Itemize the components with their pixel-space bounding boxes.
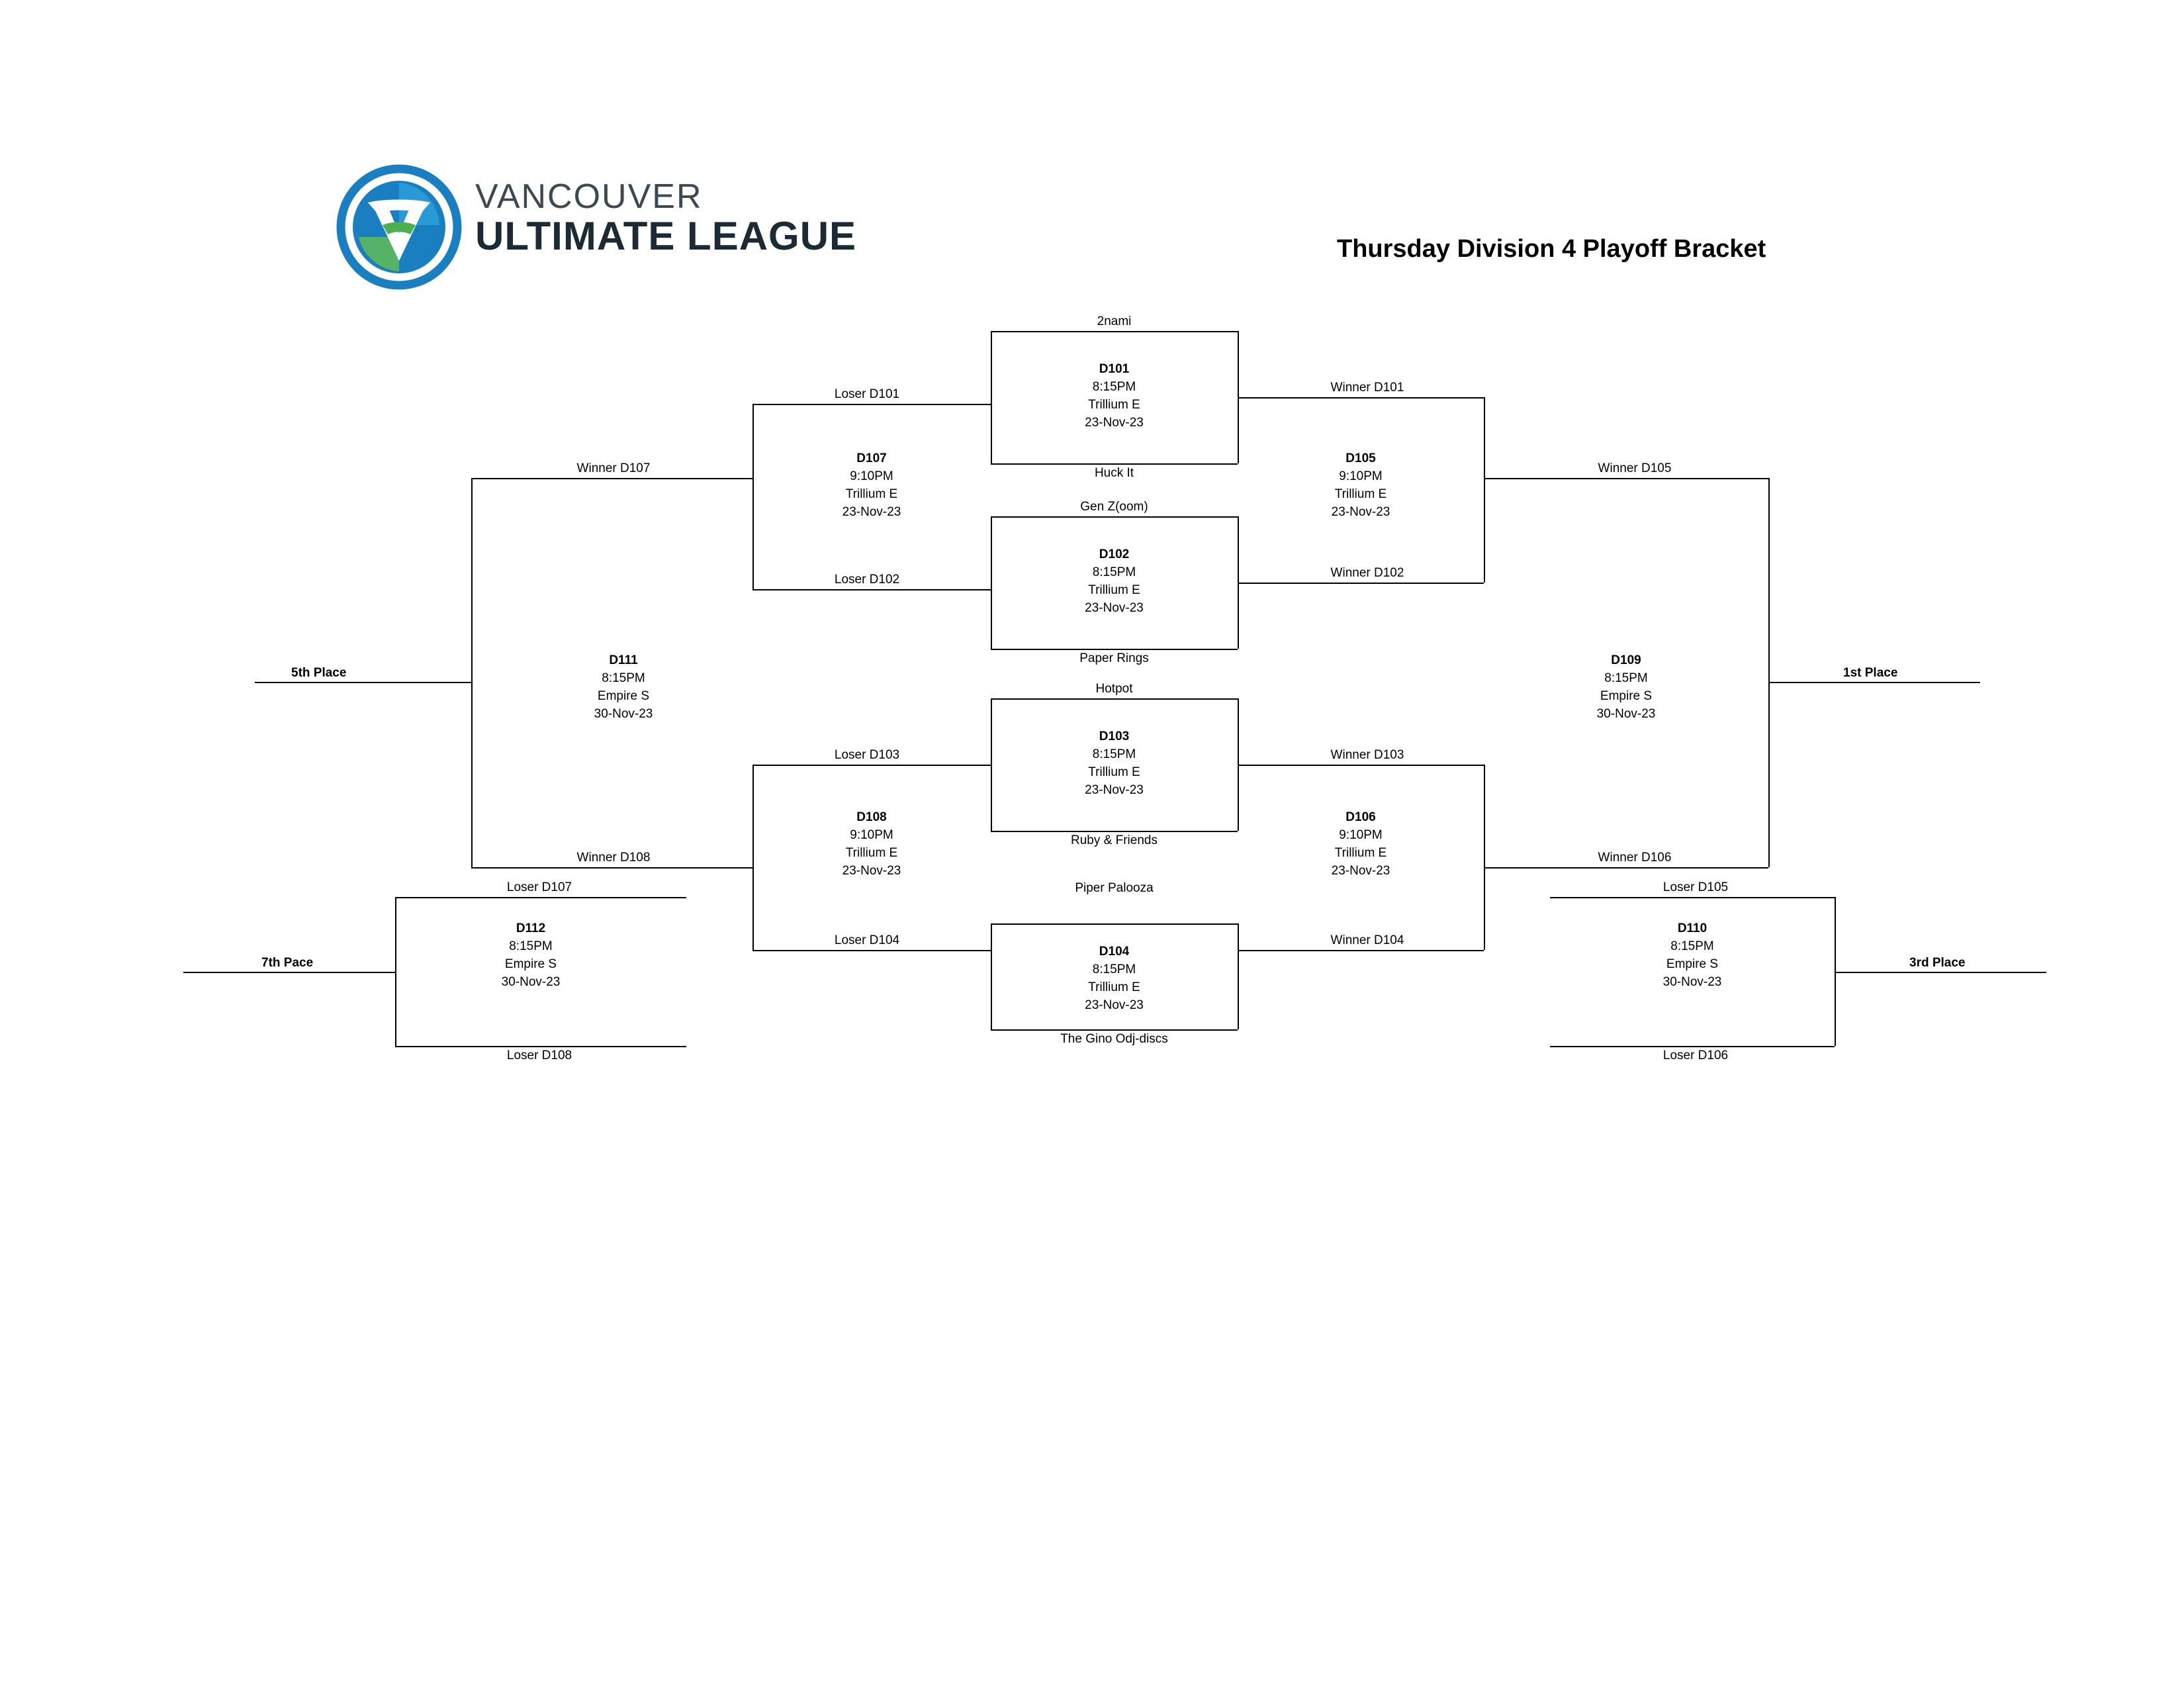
game-d109-id: D109 <box>1611 653 1641 667</box>
bracket-line-d106-right <box>1484 765 1485 950</box>
bracket-line-d104-bottom <box>991 1029 1238 1031</box>
game-d110-time: 8:15PM <box>1670 939 1714 953</box>
game-d109-time: 8:15PM <box>1604 671 1648 685</box>
game-d105-date: 23-Nov-23 <box>1331 504 1390 519</box>
game-d110-field: Empire S <box>1666 957 1719 971</box>
bracket-line-d104-right <box>1238 923 1239 1029</box>
game-d108-id: D108 <box>856 810 887 824</box>
game-d112-field: Empire S <box>504 957 557 971</box>
bracket-line-d103-bottom <box>991 831 1238 832</box>
bracket-line-d102-top <box>991 516 1238 518</box>
bracket-line-d104-top <box>991 923 1238 925</box>
feed-winner-d105: Winner D105 <box>1598 461 1672 475</box>
game-d110-date: 30-Nov-23 <box>1662 974 1722 989</box>
bracket-line-d105-top <box>1238 397 1484 399</box>
game-d106-date: 23-Nov-23 <box>1331 863 1390 878</box>
feed-winner-d104: Winner D104 <box>1330 933 1404 947</box>
team-label-2nami: 2nami <box>1097 314 1132 328</box>
bracket-line-d108-bottom <box>752 950 991 951</box>
team-label-piper-palooza: Piper Palooza <box>1075 881 1154 895</box>
vancouver-ultimate-league-logo-icon <box>336 164 462 290</box>
game-d109[interactable] <box>1504 652 1749 724</box>
game-d103[interactable] <box>991 728 1238 800</box>
team-label-paper-rings: Paper Rings <box>1079 651 1149 665</box>
bracket-line-seventh-place <box>183 972 395 973</box>
game-d108-field: Trillium E <box>845 845 898 860</box>
game-d109-date: 30-Nov-23 <box>1596 706 1656 721</box>
game-d104-date: 23-Nov-23 <box>1085 998 1144 1012</box>
bracket-line-d112-left <box>395 897 396 1046</box>
game-d109-field: Empire S <box>1600 688 1653 703</box>
placement-1st-place: 1st Place <box>1843 666 1898 680</box>
game-d104-id: D104 <box>1099 945 1130 959</box>
team-label-the-gino-odj-discs: The Gino Odj-discs <box>1060 1032 1168 1046</box>
feed-loser-d106: Loser D106 <box>1662 1049 1729 1062</box>
game-d111-date: 30-Nov-23 <box>594 706 653 721</box>
bracket-line-d102-bottom <box>991 649 1238 650</box>
game-d101-id: D101 <box>1099 362 1130 376</box>
game-d101[interactable] <box>991 361 1238 432</box>
feed-loser-d105: Loser D105 <box>1662 880 1729 894</box>
game-d103-id: D103 <box>1099 729 1130 743</box>
game-d106-time: 9:10PM <box>1339 827 1383 842</box>
bracket-line-d106-bottom <box>1238 950 1484 951</box>
bracket-line-d109-top <box>1484 478 1768 479</box>
game-d101-field: Trillium E <box>1088 397 1140 412</box>
game-d105-time: 9:10PM <box>1339 469 1383 483</box>
game-d112-id: D112 <box>516 921 546 935</box>
feed-loser-d104: Loser D104 <box>834 933 900 947</box>
feed-loser-d101: Loser D101 <box>834 387 900 401</box>
bracket-line-d109-right <box>1768 478 1770 867</box>
game-d110[interactable] <box>1570 920 1815 992</box>
feed-loser-d103: Loser D103 <box>834 748 900 762</box>
bracket-line-d107-bottom <box>752 589 991 590</box>
feed-winner-d103: Winner D103 <box>1330 748 1404 762</box>
feed-loser-d108: Loser D108 <box>506 1049 572 1062</box>
feed-loser-d102: Loser D102 <box>834 573 900 587</box>
game-d101-date: 23-Nov-23 <box>1085 415 1144 430</box>
bracket-line-first-place <box>1768 682 1980 683</box>
placement-5th-place: 5th Place <box>291 666 347 680</box>
game-d107-id: D107 <box>856 451 887 465</box>
game-d106-id: D106 <box>1345 810 1376 824</box>
team-label-hotpot: Hotpot <box>1095 682 1133 696</box>
bracket-line-third-place <box>1835 972 2046 973</box>
logo-text-line1: VANCOUVER <box>475 177 703 216</box>
game-d107-date: 23-Nov-23 <box>842 504 901 519</box>
game-d103-date: 23-Nov-23 <box>1085 782 1144 797</box>
game-d103-time: 8:15PM <box>1092 747 1136 761</box>
bracket-line-d107-top <box>752 404 991 405</box>
feed-winner-d106: Winner D106 <box>1598 851 1672 865</box>
game-d105-field: Trillium E <box>1334 487 1387 501</box>
bracket-line-d111-bottom <box>471 867 752 869</box>
game-d110-id: D110 <box>1677 921 1707 935</box>
game-d106[interactable] <box>1238 809 1484 880</box>
feed-winner-d102: Winner D102 <box>1330 566 1404 580</box>
game-d112-date: 30-Nov-23 <box>501 974 561 989</box>
game-d112-time: 8:15PM <box>509 939 553 953</box>
game-d102-id: D102 <box>1099 547 1130 561</box>
team-label-gen-zoom: Gen Z(oom) <box>1080 500 1148 514</box>
game-d104-field: Trillium E <box>1088 980 1140 994</box>
logo-text-line2: ULTIMATE LEAGUE <box>475 213 857 258</box>
bracket-line-d112-bottom <box>395 1046 686 1047</box>
bracket-line-d108-top <box>752 765 991 766</box>
bracket-line-fifth-place <box>255 682 471 683</box>
bracket-line-d103-top <box>991 698 1238 700</box>
feed-winner-d108: Winner D108 <box>576 851 651 865</box>
game-d111-field: Empire S <box>597 688 650 703</box>
game-d102-date: 23-Nov-23 <box>1085 600 1144 615</box>
bracket-line-d101-top <box>991 331 1238 332</box>
bracket-line-d110-bottom <box>1550 1046 1835 1047</box>
game-d103-field: Trillium E <box>1088 765 1140 779</box>
game-d102-field: Trillium E <box>1088 583 1140 597</box>
bracket-line-d101-bottom <box>991 463 1238 465</box>
placement-3rd-place: 3rd Place <box>1909 956 1966 970</box>
game-d102[interactable] <box>991 546 1238 618</box>
bracket-line-d106-top <box>1238 765 1484 766</box>
league-logo-block <box>336 164 872 290</box>
bracket-line-d105-bottom <box>1238 583 1484 584</box>
team-label-huck-it: Huck It <box>1094 466 1134 480</box>
feed-winner-d101: Winner D101 <box>1330 381 1404 395</box>
placement-7th-place: 7th Pace <box>261 956 314 970</box>
game-d107-field: Trillium E <box>845 487 898 501</box>
bracket-line-d105-right <box>1484 397 1485 583</box>
bracket-line-d110-top <box>1550 897 1835 898</box>
game-d107-time: 9:10PM <box>850 469 893 483</box>
game-d112[interactable] <box>408 920 653 992</box>
game-d105-id: D105 <box>1345 451 1376 465</box>
game-d108-time: 9:10PM <box>850 827 893 842</box>
feed-loser-d107: Loser D107 <box>506 880 572 894</box>
game-d107[interactable] <box>752 450 991 522</box>
game-d108[interactable] <box>752 809 991 880</box>
game-d105[interactable] <box>1238 450 1484 522</box>
game-d108-date: 23-Nov-23 <box>842 863 901 878</box>
game-d104-time: 8:15PM <box>1092 962 1136 976</box>
bracket-line-d111-top <box>471 478 752 479</box>
game-d111-time: 8:15PM <box>602 671 645 685</box>
page-title: Thursday Division 4 Playoff Bracket <box>1337 235 1766 263</box>
game-d102-time: 8:15PM <box>1092 565 1136 579</box>
bracket-line-d111-left <box>471 478 473 867</box>
game-d111[interactable] <box>501 652 746 724</box>
team-label-ruby-and-friends: Ruby & Friends <box>1071 833 1158 847</box>
game-d111-id: D111 <box>609 653 638 667</box>
game-d104[interactable] <box>991 943 1238 1015</box>
bracket-line-d109-bottom <box>1484 867 1768 869</box>
game-d101-time: 8:15PM <box>1092 379 1136 394</box>
bracket-line-d112-top <box>395 897 686 898</box>
game-d106-field: Trillium E <box>1334 845 1387 860</box>
feed-winner-d107: Winner D107 <box>576 461 651 475</box>
